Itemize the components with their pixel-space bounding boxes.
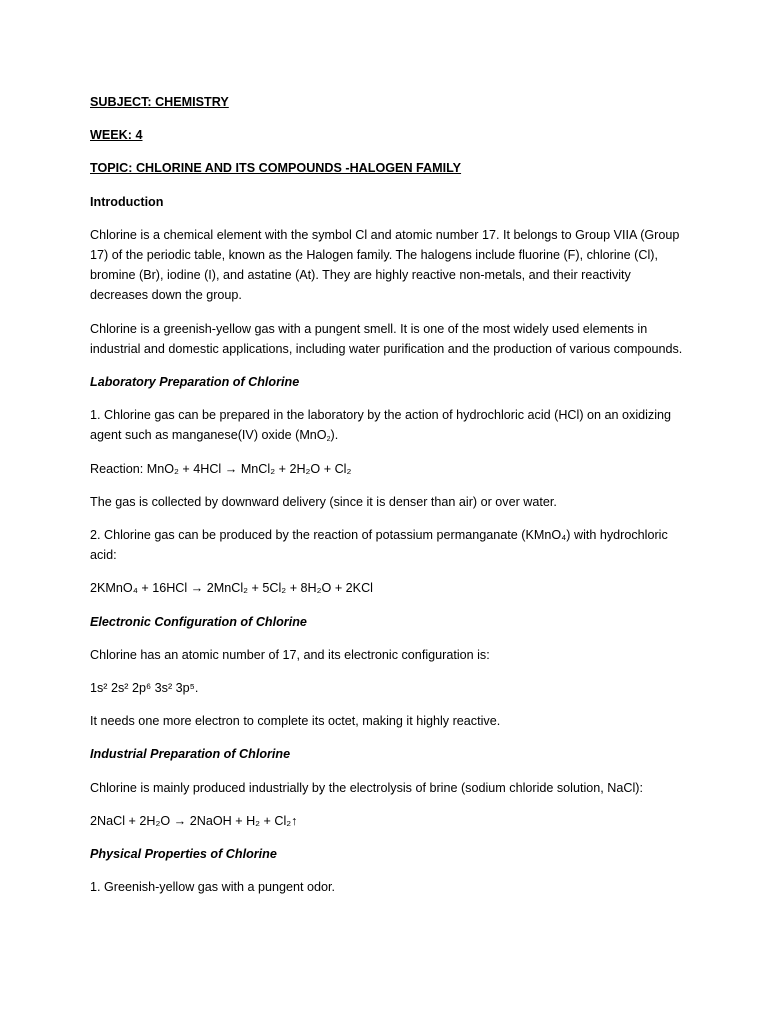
intro-paragraph-1: Chlorine is a chemical element with the symbol Cl and atomic number 17. It belongs to Group VIIA (Group 17) of the periodic table, known as the Halogen family. The halogens include fluorine (F), chlorine (Cl), bromine (Br), iodine (I), and astatine (At). They are highly reactive non-metals, and their reactivity decreases down the group.	[90, 227, 680, 303]
week-heading: WEEK: 4	[90, 128, 143, 143]
document-page	[90, 92, 690, 910]
intro-paragraph-2: Chlorine is a greenish-yellow gas with a pungent smell. It is one of the most widely used elements in industrial and domestic applications, including water purification and the production of various compounds.	[90, 321, 683, 356]
reaction-3: 2NaCl + 2H₂O → 2NaOH + H₂ + Cl₂↑	[90, 813, 298, 828]
industrial-preparation-heading: Industrial Preparation of Chlorine	[90, 747, 291, 762]
lab-preparation-heading: Laboratory Preparation of Chlorine	[90, 375, 300, 390]
lab-method-1-end: ).	[330, 428, 339, 443]
electronic-configuration-heading: Electronic Configuration of Chlorine	[90, 614, 307, 629]
physical-property-1: 1. Greenish-yellow gas with a pungent odor.	[90, 880, 336, 895]
reaction-1: Reaction: MnO₂ + 4HCl → MnCl₂ + 2H₂O + Cl₂	[90, 461, 352, 476]
lab-method-1-text: 1. Chlorine gas can be prepared in the laboratory by the action of hydrochloric acid (HCl) on an oxidizing agent such as manganese(IV) oxide (MnO	[90, 408, 672, 443]
configuration-value: 1s² 2s² 2p⁶ 3s² 3p⁵.	[90, 681, 199, 696]
configuration-paragraph: Chlorine has an atomic number of 17, and its electronic configuration is:	[90, 647, 490, 662]
collection-note: The gas is collected by downward delivery (since it is denser than air) or over water.	[90, 494, 557, 509]
topic-heading: TOPIC: CHLORINE AND ITS COMPOUNDS -HALOGEN FAMILY	[90, 161, 462, 176]
octet-note: It needs one more electron to complete its octet, making it highly reactive.	[90, 714, 501, 729]
subject-heading: SUBJECT: CHEMISTRY	[90, 95, 229, 109]
industrial-paragraph: Chlorine is mainly produced industrially by the electrolysis of brine (sodium chloride solution, NaCl):	[90, 780, 643, 795]
reaction-2: 2KMnO₄ + 16HCl → 2MnCl₂ + 5Cl₂ + 8H₂O + 2KCl	[90, 581, 373, 596]
lab-method-2: 2. Chlorine gas can be produced by the reaction of potassium permanganate (KMnO₄) with hydrochloric acid:	[90, 528, 668, 563]
introduction-heading: Introduction	[90, 194, 164, 209]
physical-properties-heading: Physical Properties of Chlorine	[90, 847, 277, 862]
lab-method-1: 1. Chlorine gas can be prepared in the laboratory by the action of hydrochloric acid (HCl) on an oxidizing agent such as manganese(IV) oxide (MnO$_2$).	[90, 408, 672, 444]
